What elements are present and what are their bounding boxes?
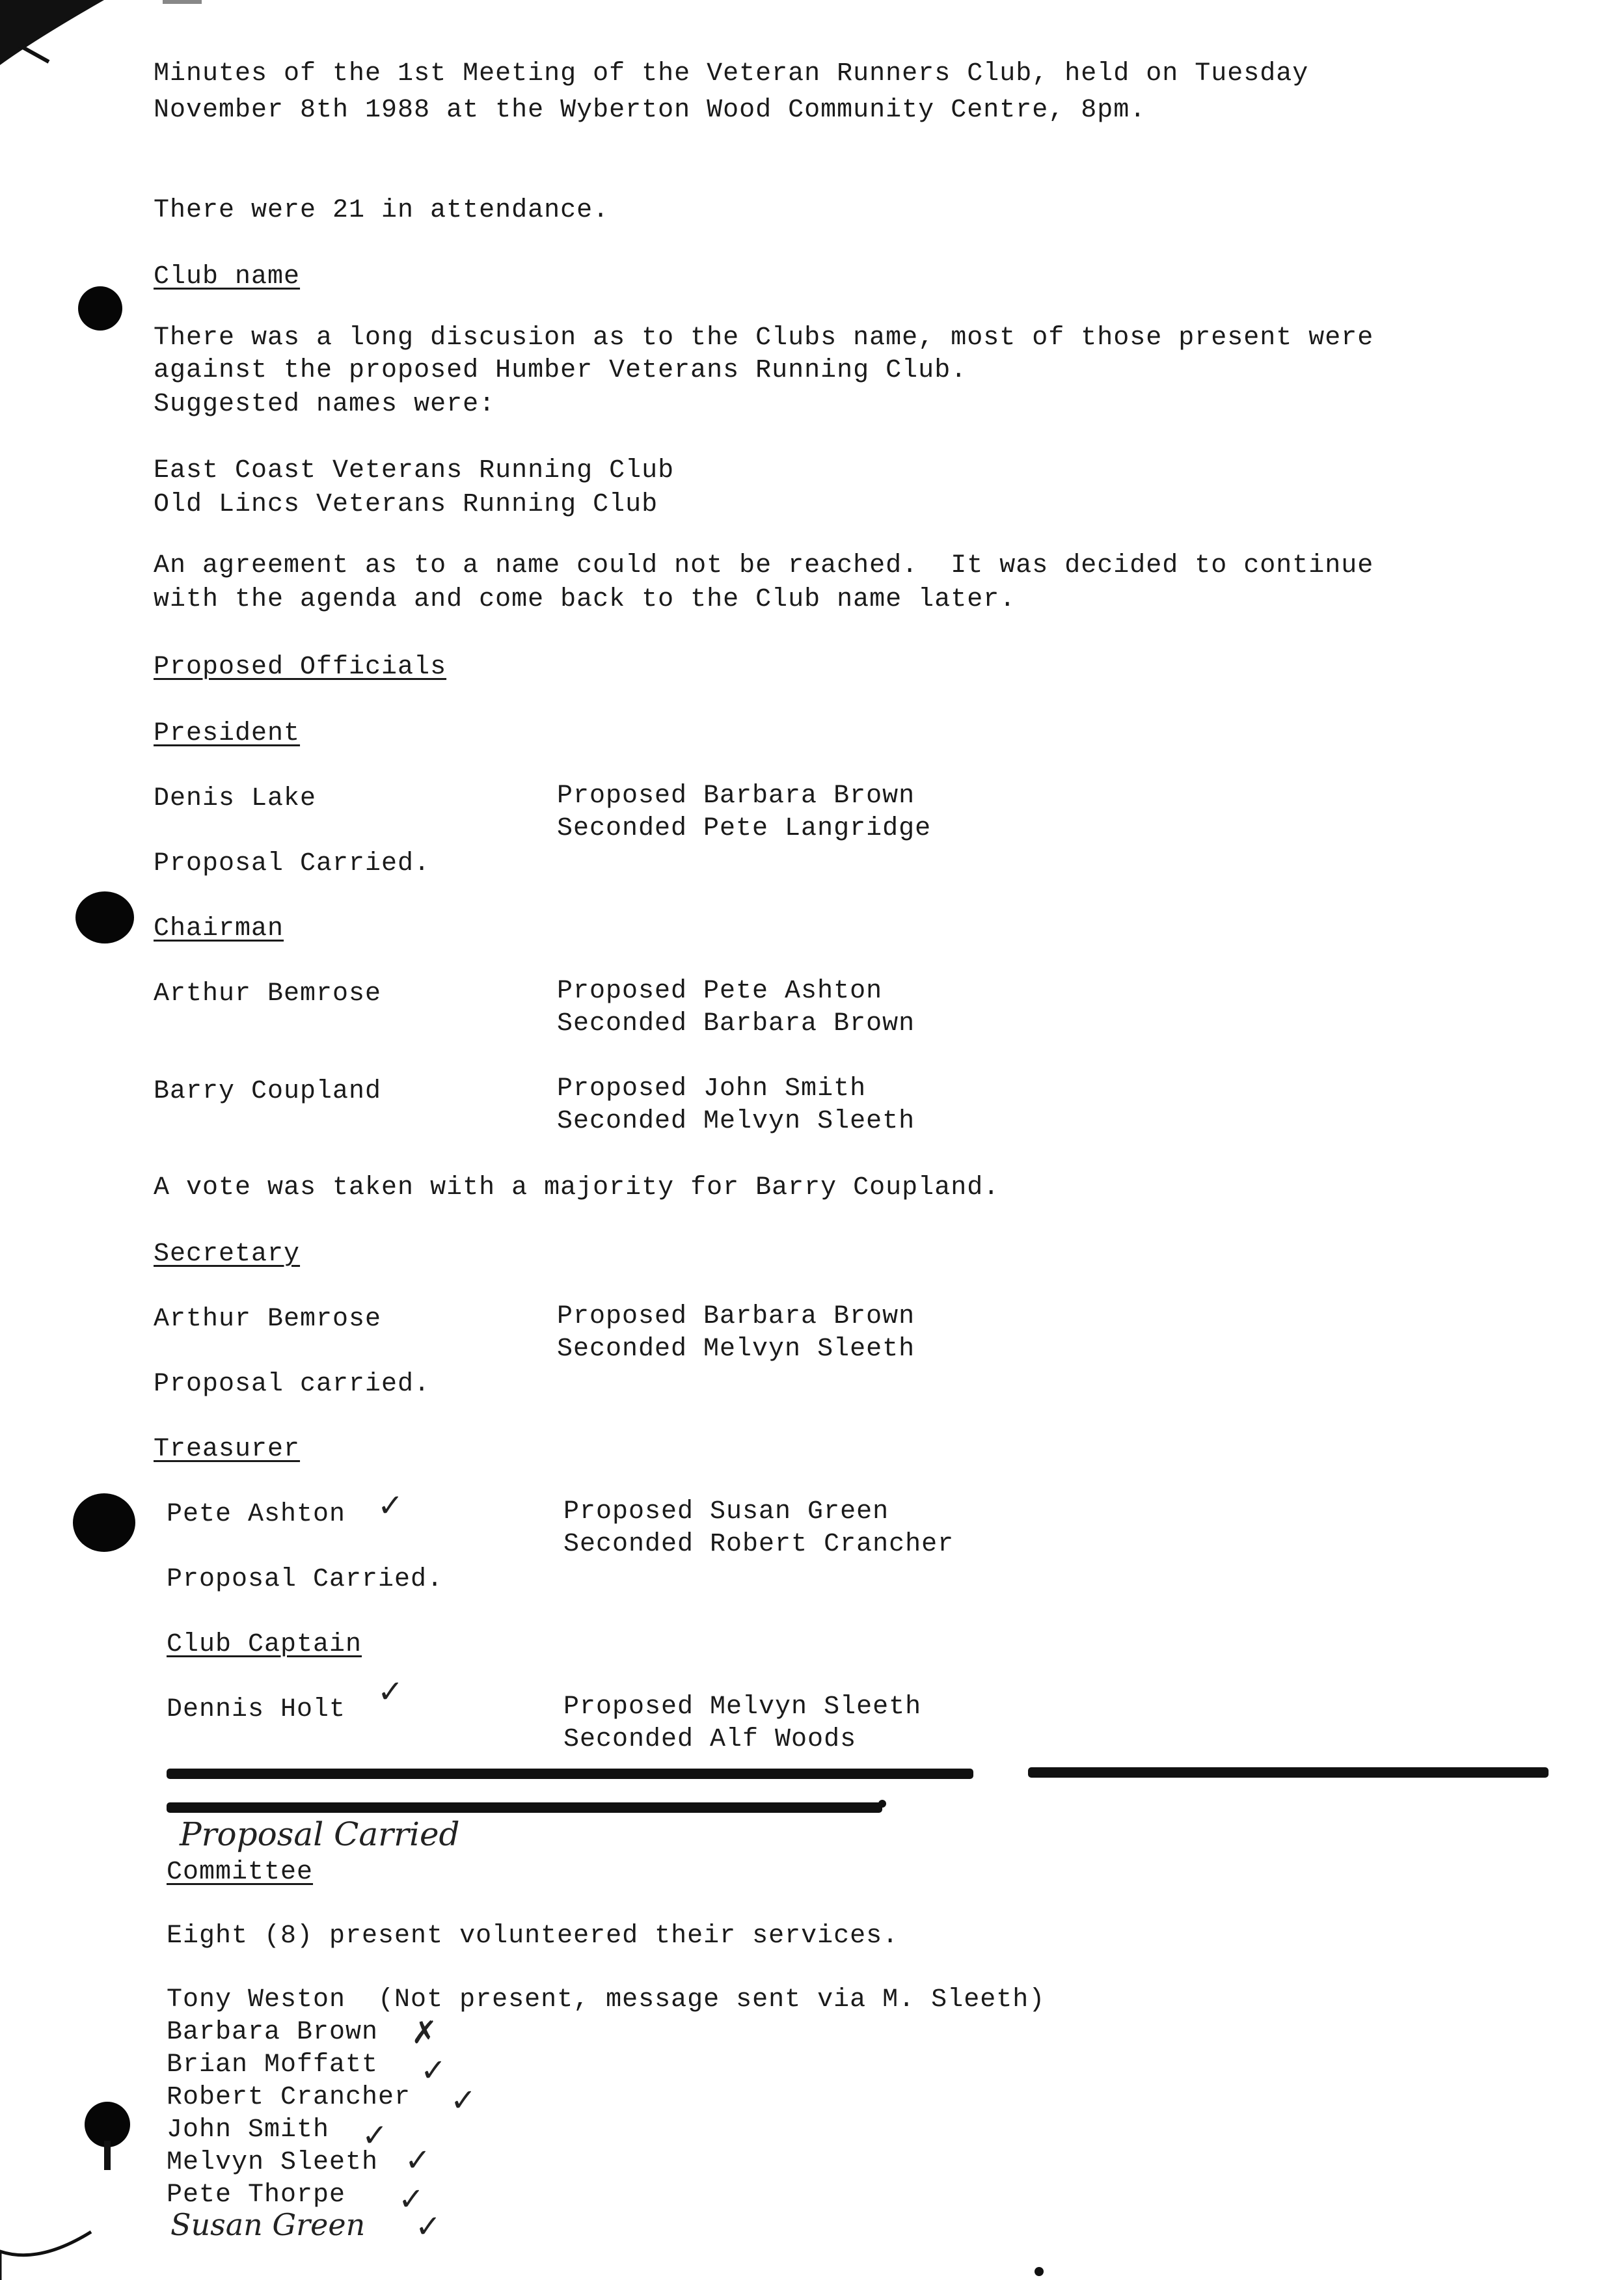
- bottom-corner-mark: [0, 2225, 104, 2280]
- president-name: Denis Lake: [154, 784, 317, 813]
- treasurer-name: Pete Ashton: [167, 1500, 346, 1529]
- meeting-date-venue: November 8th 1988 at the Wyberton Wood Community Centre, 8pm.: [154, 96, 1146, 125]
- committee-member-handwritten: Susan Green: [170, 2207, 366, 2242]
- committee-member: Tony Weston (Not present, message sent via M. Sleeth): [167, 1985, 1046, 2015]
- strike-dot: [878, 1800, 886, 1808]
- check-mark-icon: ✓: [450, 2082, 477, 2119]
- president-proposed: Proposed Barbara Brown: [557, 781, 915, 811]
- check-mark-icon: ✓: [398, 2181, 425, 2218]
- committee-member: Barbara Brown: [167, 2018, 379, 2047]
- punch-hole: [78, 286, 122, 331]
- committee-member: Pete Thorpe: [167, 2180, 346, 2210]
- treasurer-result: Proposal Carried.: [167, 1565, 444, 1594]
- check-mark-icon: ✓: [420, 2052, 447, 2089]
- check-mark-icon: ✓: [377, 1674, 404, 1710]
- club-captain-heading: Club Captain: [167, 1630, 362, 1659]
- committee-heading: Committee: [167, 1858, 314, 1887]
- corner-fold-mark: [0, 0, 130, 72]
- secretary-name: Arthur Bemrose: [154, 1305, 382, 1334]
- chairman-heading: Chairman: [154, 914, 284, 943]
- punch-hole: [75, 891, 134, 943]
- check-mark-icon: ✓: [405, 2142, 431, 2178]
- check-mark-icon: ✓: [377, 1487, 404, 1524]
- club-name-para: Suggested names were:: [154, 390, 496, 419]
- club-name-decision: with the agenda and come back to the Club name later.: [154, 585, 1016, 614]
- check-mark-icon: ✓: [415, 2208, 442, 2245]
- treasurer-proposed: Proposed Susan Green: [563, 1497, 889, 1527]
- punch-hole-tail: [104, 2141, 111, 2170]
- secretary-proposed: Proposed Barbara Brown: [557, 1302, 915, 1331]
- secretary-result: Proposal carried.: [154, 1370, 431, 1399]
- chairman-result: A vote was taken with a majority for Barry Coupland.: [154, 1173, 1000, 1202]
- check-mark-icon: ✓: [362, 2117, 388, 2154]
- meeting-title: Minutes of the 1st Meeting of the Veteran Runners Club, held on Tuesday: [154, 59, 1309, 88]
- club-captain-seconded: Seconded Alf Woods: [563, 1725, 857, 1754]
- committee-member: Melvyn Sleeth: [167, 2148, 379, 2177]
- president-heading: President: [154, 719, 301, 748]
- cross-mark-icon: ✗: [411, 2015, 438, 2051]
- committee-member: Robert Crancher: [167, 2083, 411, 2112]
- struck-out-text: [1028, 1767, 1549, 1778]
- club-captain-proposed: Proposed Melvyn Sleeth: [563, 1692, 922, 1722]
- club-name-decision: An agreement as to a name could not be reached. It was decided to continue: [154, 551, 1374, 580]
- committee-member: Brian Moffatt: [167, 2050, 379, 2080]
- committee-member: John Smith: [167, 2115, 330, 2145]
- struck-out-text: [167, 1802, 882, 1813]
- punch-hole: [73, 1493, 135, 1552]
- chairman-candidate-seconded: Seconded Melvyn Sleeth: [557, 1107, 915, 1136]
- struck-out-text: [167, 1769, 973, 1779]
- attendance-text: There were 21 in attendance.: [154, 196, 610, 225]
- chairman-candidate-name: Barry Coupland: [154, 1077, 382, 1106]
- handwritten-proposal-carried: Proposal Carried: [180, 1815, 460, 1853]
- club-name-para: against the proposed Humber Veterans Running Club.: [154, 356, 968, 385]
- chairman-candidate-proposed: Proposed Pete Ashton: [557, 977, 883, 1006]
- suggested-name: Old Lincs Veterans Running Club: [154, 490, 658, 519]
- top-speck: [163, 0, 202, 4]
- club-captain-name: Dennis Holt: [167, 1695, 346, 1724]
- committee-intro: Eight (8) present volunteered their services.: [167, 1921, 899, 1951]
- chairman-candidate-name: Arthur Bemrose: [154, 979, 382, 1009]
- proposed-officials-heading: Proposed Officials: [154, 653, 447, 682]
- club-name-heading: Club name: [154, 262, 301, 292]
- club-name-para: There was a long discusion as to the Clubs name, most of those present were: [154, 323, 1374, 353]
- chairman-candidate-proposed: Proposed John Smith: [557, 1074, 867, 1104]
- treasurer-heading: Treasurer: [154, 1435, 301, 1464]
- secretary-seconded: Seconded Melvyn Sleeth: [557, 1335, 915, 1364]
- secretary-heading: Secretary: [154, 1240, 301, 1269]
- bottom-speck: [1035, 2267, 1044, 2276]
- president-seconded: Seconded Pete Langridge: [557, 814, 932, 843]
- suggested-name: East Coast Veterans Running Club: [154, 456, 675, 485]
- treasurer-seconded: Seconded Robert Crancher: [563, 1530, 954, 1559]
- chairman-candidate-seconded: Seconded Barbara Brown: [557, 1009, 915, 1038]
- president-result: Proposal Carried.: [154, 849, 431, 878]
